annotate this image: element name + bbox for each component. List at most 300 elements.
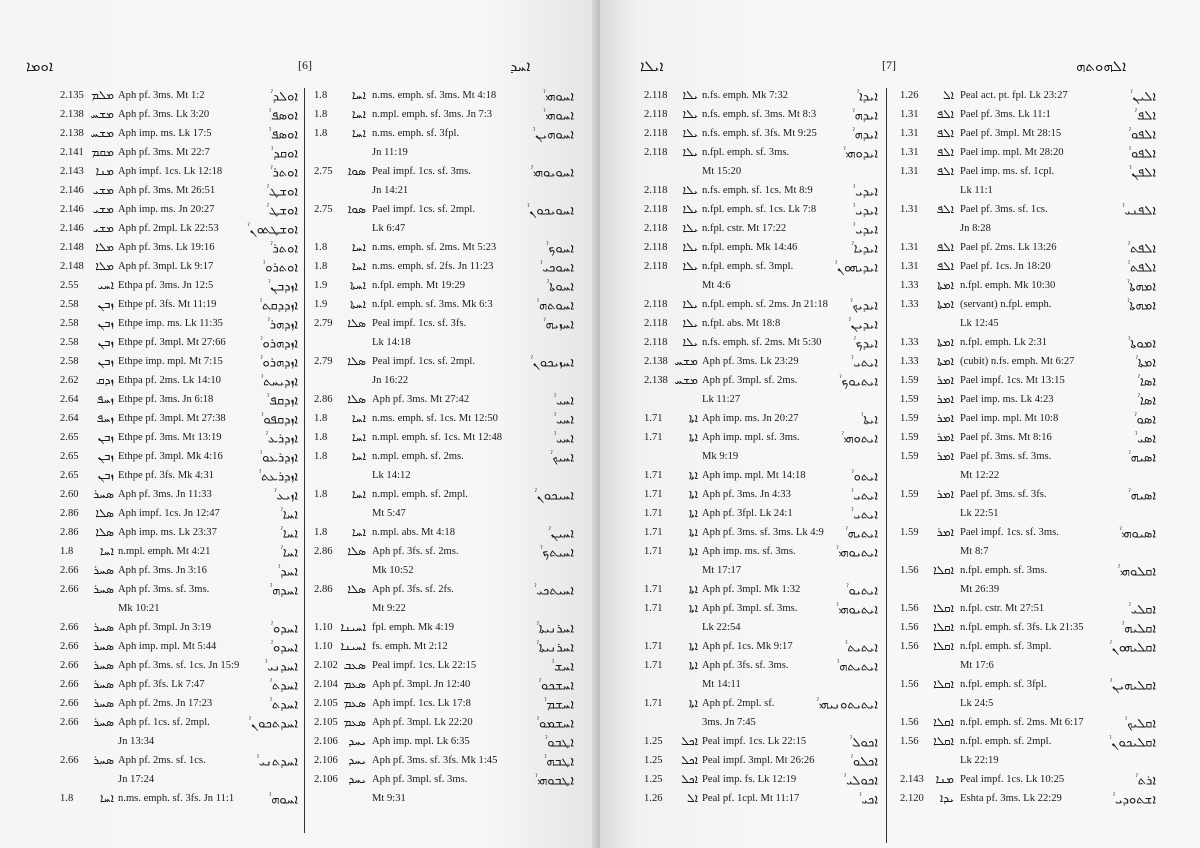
- entry-root: ܐܚܐ: [99, 544, 114, 558]
- entry-description-continued: Lk 24:5: [960, 698, 994, 709]
- entry-description: Pael pf. 3ms. sf. 1cs.: [960, 204, 1048, 215]
- entry-root: ܡܠܐ: [95, 240, 114, 254]
- entry-description-continued: Mk 9:19: [702, 451, 739, 462]
- entry-ref-number: 2.62: [60, 375, 79, 386]
- entry-syriac-form: ܐܙܕܗܪ$^ˀ$: [267, 316, 298, 332]
- entry-description: Peal act. pt. fpl. Lk 23:27: [960, 90, 1068, 101]
- entry-ref-number: 2.143: [60, 166, 84, 177]
- entry-syriac-form: ܐܘܫܛ$^ˀ$: [266, 183, 298, 199]
- entry-row: [314, 259, 574, 278]
- entry-row: [900, 449, 1160, 487]
- entry-description: n.fpl. emph. sf. 3mpl.: [702, 261, 794, 272]
- entry-description: Aph pf. 2mpl. sf.: [702, 698, 775, 709]
- entry-root: ܝܠܐ: [682, 221, 698, 235]
- entry-syriac-form: ܐܚܫܡ$^ˀ$: [544, 696, 574, 712]
- entry-description: n.fpl. emph. sf. 2ms. Jn 21:18: [702, 299, 828, 310]
- entry-row: [314, 753, 574, 772]
- entry-syriac-form: ܐܚܘܝܟܘܢ$^ˀ$: [527, 202, 574, 218]
- entry-row: [60, 620, 300, 639]
- entry-syriac-form: ܐܡܬܐ$^ˀ$: [1135, 354, 1156, 370]
- entry-syriac-form: ܐܚܕܘ$^ˀ$: [270, 620, 298, 636]
- entry-ref-number: 2.66: [60, 565, 79, 576]
- entry-ref-number: 1.71: [644, 660, 663, 671]
- entry-syriac-form: ܐܝܬܝܘܟ$^ˀ$: [839, 373, 878, 389]
- entry-syriac-form: ܐܝܕܗ$^ˀ$: [852, 126, 878, 142]
- entry-ref-number: 2.118: [644, 147, 668, 158]
- entry-syriac-form: ܐܣܘ$^ˀ$: [1134, 411, 1156, 427]
- entry-ref-number: 1.56: [900, 736, 919, 747]
- entry-root: ܐܚܐ: [351, 126, 366, 140]
- entry-description: n.fpl. emph. sf. 2ms. Mt 6:17: [960, 717, 1084, 728]
- entry-description: Aph imp. ms. sf. 3ms.: [702, 546, 796, 557]
- entry-row: [314, 240, 574, 259]
- entry-description-continued: Lk 14:12: [372, 470, 411, 481]
- entry-description: Peal pf. 1cpl. Mt 11:17: [702, 793, 800, 804]
- entry-root: ܐܠܦ: [936, 202, 954, 216]
- entry-root: ܐܡܪ: [936, 373, 954, 387]
- entry-root: ܣܚܪ: [93, 658, 114, 672]
- entry-row: [60, 183, 300, 202]
- entry-syriac-form: ܐܩܠܝ$^ˀ$: [1128, 601, 1156, 617]
- entry-row: [60, 259, 300, 278]
- entry-row: [314, 297, 574, 316]
- entry-description: Aph imp. mpl. Mt 5:44: [118, 641, 217, 652]
- entry-description: Aph imp. mpl. Lk 6:35: [372, 736, 470, 747]
- left-page-column-1: [60, 88, 300, 810]
- entry-row: [60, 240, 300, 259]
- entry-ref-number: 1.33: [900, 337, 919, 348]
- entry-description: Ethpe pf. 3mpl. Mk 4:16: [118, 451, 223, 462]
- entry-row: [60, 658, 300, 677]
- entry-row: [60, 316, 300, 335]
- entry-description: Pael pf. 3ms. sf. 3fs.: [960, 489, 1047, 500]
- entry-row: [314, 639, 574, 658]
- entry-row: [60, 354, 300, 373]
- entry-syriac-form: ܐܩܠܝܗܘܢ$^ˀ$: [1109, 639, 1156, 655]
- entry-ref-number: 2.135: [60, 90, 84, 101]
- entry-syriac-form: ܐܚܕܢܝ$^ˀ$: [265, 658, 298, 674]
- entry-description: Aph pf. 3mpl. Jn 3:19: [118, 622, 211, 633]
- entry-syriac-form: ܐܙܕܕܩܬ$^ˀ$: [260, 297, 298, 313]
- entry-description: n.ms. emph. sf. 2ms. Mt 5:23: [372, 242, 497, 253]
- left-page-number: [6]: [298, 58, 312, 72]
- entry-syriac-form: ܐܝܕܘܗܝ$^ˀ$: [843, 145, 878, 161]
- entry-description-continued: Mt 26:39: [960, 584, 1000, 595]
- right-page-number: [7]: [882, 58, 896, 72]
- entry-ref-number: 1.8: [314, 489, 328, 500]
- entry-root: ܐܩܠܐ: [933, 601, 954, 615]
- entry-syriac-form: ܐܘܣܦ$^ˀ$: [269, 107, 298, 123]
- entry-syriac-form: ܐܚܘܗܝ$^ˀ$: [543, 88, 574, 104]
- entry-ref-number: 2.118: [644, 109, 668, 120]
- entry-ref-number: 2.118: [644, 185, 668, 196]
- entry-description: n.fpl. cstr. Mt 27:51: [960, 603, 1045, 614]
- entry-ref-number: 2.138: [644, 356, 668, 367]
- entry-syriac-form: ܐܝܬܝܘܗܝ$^ˀ$: [836, 544, 878, 560]
- entry-row: [314, 411, 574, 430]
- entry-row: [60, 639, 300, 658]
- entry-ref-number: 2.58: [60, 318, 79, 329]
- entry-syriac-form: ܐܣܝܘܗܝ$^ˀ$: [1119, 525, 1156, 541]
- entry-description: Pael pf. 3mpl. Mt 28:15: [960, 128, 1062, 139]
- entry-syriac-form: ܐܘܫܛ$^ˀ$: [266, 202, 298, 218]
- entry-root: ܝܠܐ: [682, 107, 698, 121]
- entry-root: ܙܒܢ: [97, 430, 114, 444]
- entry-description-continued: Lk 11:27: [702, 394, 741, 405]
- entry-row: [644, 183, 882, 202]
- entry-root: ܐܠܦ: [936, 259, 954, 273]
- entry-syriac-form: ܐܘܩܕ$^ˀ$: [271, 145, 298, 161]
- entry-syriac-form: ܐܡܗܬܐ$^ˀ$: [1127, 297, 1156, 313]
- entry-syriac-form: ܐܚܘܬܗ$^ˀ$: [536, 297, 574, 313]
- entry-syriac-form: ܐܘܫܛܬܘܢ$^ˀ$: [247, 221, 298, 237]
- entry-syriac-form: ܐܪܬ$^ˀ$: [1135, 772, 1156, 788]
- entry-root: ܐܬܐ: [688, 487, 698, 501]
- entry-ref-number: 2.105: [314, 698, 338, 709]
- entry-description: Peal impf. 1cs. sf. 3ms.: [372, 166, 471, 177]
- entry-description: Aph pf. 3ms. Lk 3:20: [118, 109, 210, 120]
- entry-root: ܣܚܪ: [93, 753, 114, 767]
- entry-row: [900, 240, 1160, 259]
- entry-ref-number: 1.56: [900, 641, 919, 652]
- right-page-column-2: [900, 88, 1160, 810]
- entry-description: Aph imp. mpl. sf. 3ms.: [702, 432, 800, 443]
- entry-description: Aph pf. 3ms. Mt 26:51: [118, 185, 216, 196]
- entry-syriac-form: ܐܚܘܗ$^ˀ$: [269, 791, 298, 807]
- entry-root: ܐܚܐ: [351, 411, 366, 425]
- entry-row: [644, 753, 882, 772]
- entry-row: [644, 259, 882, 297]
- entry-description: Aph pf. 3ms. Lk 19:16: [118, 242, 215, 253]
- left-header-left-word: ܐܘܡܐ: [26, 59, 54, 75]
- entry-description: Aph pf. 1cs. Mk 9:17: [702, 641, 793, 652]
- entry-ref-number: 2.75: [314, 166, 333, 177]
- entry-syriac-form: ܐܣܐ$^ˀ$: [1137, 392, 1156, 408]
- entry-root: ܐܩܠܐ: [933, 734, 954, 748]
- entry-root: ܐܠܦ: [936, 107, 954, 121]
- entry-description: n.fs. emph. sf. 1cs. Mt 8:9: [702, 185, 813, 196]
- entry-description: Aph pf. 3mpl. Lk 9:17: [118, 261, 214, 272]
- entry-root: ܙܒܢ: [97, 335, 114, 349]
- entry-syriac-form: ܐܝܬܘ$^ˀ$: [851, 468, 878, 484]
- entry-description-continued: Mt 14:11: [702, 679, 741, 690]
- entry-row: [644, 145, 882, 183]
- entry-syriac-form: ܐܝܬܝ$^ˀ$: [851, 487, 878, 503]
- entry-root: ܐܚܐ: [351, 525, 366, 539]
- entry-ref-number: 2.66: [60, 679, 79, 690]
- entry-description-continued: Mt 17:17: [702, 565, 742, 576]
- entry-row: [314, 677, 574, 696]
- entry-ref-number: 1.8: [60, 546, 74, 557]
- entry-description-continued: Jn 16:22: [372, 375, 409, 386]
- entry-syriac-form: ܐܙܕܪܥܬ$^ˀ$: [259, 468, 298, 484]
- entry-root: ܣܚܪ: [93, 677, 114, 691]
- entry-syriac-form: ܐܠܦܢ$^ˀ$: [1129, 164, 1156, 180]
- entry-row: [314, 278, 574, 297]
- entry-row: [60, 449, 300, 468]
- entry-root: ܝܠܐ: [682, 316, 698, 330]
- entry-ref-number: 1.71: [644, 546, 663, 557]
- entry-description: Aph pf. 3mpl. Jn 12:40: [372, 679, 471, 690]
- entry-row: [900, 107, 1160, 126]
- entry-root: ܝܠܐ: [682, 335, 698, 349]
- entry-description: Aph pf. 3fs. sf. 3ms.: [702, 660, 789, 671]
- entry-syriac-form: ܐܠܦ$^ˀ$: [1134, 107, 1156, 123]
- entry-description: Aph imp. ms. Jn 20:27: [118, 204, 215, 215]
- entry-description: n.fs. emph. Mk 7:32: [702, 90, 788, 101]
- entry-row: [314, 734, 574, 753]
- entry-row: [644, 411, 882, 430]
- entry-syriac-form: ܐܝܬܝܬܗ$^ˀ$: [837, 658, 878, 674]
- entry-description: Aph impf. 1cs. Jn 12:47: [118, 508, 220, 519]
- entry-row: [644, 734, 882, 753]
- entry-row: [644, 639, 882, 658]
- entry-ref-number: 1.31: [900, 147, 919, 158]
- entry-ref-number: 2.65: [60, 470, 79, 481]
- entry-ref-number: 2.106: [314, 774, 338, 785]
- entry-row: [60, 373, 300, 392]
- entry-description: Pael imp. ms. sf. 1cpl.: [960, 166, 1055, 177]
- entry-ref-number: 1.10: [314, 622, 333, 633]
- entry-ref-number: 2.118: [644, 223, 668, 234]
- entry-row: [644, 468, 882, 487]
- entry-description-continued: Lk 6:47: [372, 223, 406, 234]
- entry-syriac-form: ܐܩܠܝܟܘܢ$^ˀ$: [1109, 734, 1156, 750]
- entry-description: n.mpl. emph. Mt 4:21: [118, 546, 211, 557]
- entry-ref-number: 1.56: [900, 603, 919, 614]
- entry-syriac-form: ܐܚܝܢ$^ˀ$: [548, 525, 574, 541]
- entry-row: [60, 278, 300, 297]
- entry-ref-number: 2.118: [644, 299, 668, 310]
- entry-syriac-form: ܐܙܕܪܥܘ$^ˀ$: [260, 449, 298, 465]
- entry-row: [900, 620, 1160, 639]
- entry-row: [900, 791, 1160, 810]
- entry-description: n.ms. emph. sf. 3fs. Jn 11:1: [118, 793, 235, 804]
- entry-syriac-form: ܐܝܕܝ$^ˀ$: [853, 183, 878, 199]
- entry-syriac-form: ܐܚܕܬ$^ˀ$: [269, 677, 298, 693]
- entry-root: ܐܩܠܐ: [933, 639, 954, 653]
- entry-root: ܝܕܐ: [939, 791, 954, 805]
- entry-ref-number: 2.66: [60, 660, 79, 671]
- entry-root: ܐܚܝܢܐ: [340, 620, 366, 634]
- entry-description-continued: Lk 12:45: [960, 318, 999, 329]
- entry-row: [900, 126, 1160, 145]
- entry-description: Pael impf. 1cs. sf. 3ms.: [960, 527, 1059, 538]
- entry-syriac-form: ܐܝܕܟ$^ˀ$: [853, 335, 878, 351]
- entry-root: ܡܢܐ: [95, 164, 114, 178]
- entry-syriac-form: ܐܚܐ$^ˀ$: [280, 525, 298, 541]
- entry-syriac-form: ܐܘܣܦ$^ˀ$: [269, 126, 298, 142]
- entry-description: Aph imp. mpl. Mt 14:18: [702, 470, 806, 481]
- entry-root: ܐܡܪ: [936, 411, 954, 425]
- entry-root: ܐܡܬܐ: [937, 278, 954, 292]
- entry-ref-number: 1.71: [644, 603, 663, 614]
- entry-syriac-form: ܐܙܕܗܪܘ$^ˀ$: [260, 335, 298, 351]
- entry-row: [314, 316, 574, 354]
- entry-row: [900, 335, 1160, 354]
- entry-row: [60, 506, 300, 525]
- entry-syriac-form: ܐܠܦܬ$^ˀ$: [1127, 259, 1156, 275]
- entry-ref-number: 1.25: [644, 736, 663, 747]
- entry-row: [900, 259, 1160, 278]
- entry-description: Aph pf. 3mpl. sf. 3ms.: [372, 774, 468, 785]
- entry-syriac-form: ܐܛܒܗ$^ˀ$: [544, 753, 574, 769]
- entry-ref-number: 1.56: [900, 622, 919, 633]
- entry-description-continued: Lk 22:54: [702, 622, 741, 633]
- entry-root: ܐܬܐ: [688, 525, 698, 539]
- entry-syriac-form: ܐܚܕܗ$^ˀ$: [270, 582, 298, 598]
- entry-description-continued: Mt 9:22: [372, 603, 406, 614]
- entry-syriac-form: ܐܛܒܘ$^ˀ$: [545, 734, 574, 750]
- entry-root: ܐܬܐ: [688, 696, 698, 710]
- entry-root: ܡܫܚ: [90, 107, 114, 121]
- entry-root: ܐܡܪ: [936, 449, 954, 463]
- entry-ref-number: 1.59: [900, 527, 919, 538]
- entry-ref-number: 1.71: [644, 432, 663, 443]
- entry-ref-number: 2.148: [60, 242, 84, 253]
- entry-root: ܝܠܐ: [682, 126, 698, 140]
- entry-row: [314, 126, 574, 164]
- entry-row: [900, 677, 1160, 715]
- entry-ref-number: 2.58: [60, 299, 79, 310]
- entry-description-continued: Lk 22:19: [960, 755, 999, 766]
- entry-syriac-form: ܐܙܕܩܦ$^ˀ$: [267, 392, 298, 408]
- entry-row: [60, 411, 300, 430]
- entry-row: [900, 772, 1160, 791]
- entry-root: ܣܚܪ: [93, 696, 114, 710]
- right-page: [600, 0, 1200, 848]
- entry-row: [644, 487, 882, 506]
- entry-ref-number: 2.86: [60, 508, 79, 519]
- entry-description: Pael pf. 3ms. Lk 11:1: [960, 109, 1051, 120]
- entry-description: fs. emph. Mt 2:12: [372, 641, 448, 652]
- entry-root: ܐܡܪ: [936, 392, 954, 406]
- entry-ref-number: 2.106: [314, 736, 338, 747]
- entry-row: [60, 297, 300, 316]
- entry-ref-number: 1.71: [644, 641, 663, 652]
- entry-row: [644, 202, 882, 221]
- entry-description: Pael impf. 1cs. sf. 2mpl.: [372, 204, 475, 215]
- entry-root: ܡܫܚ: [674, 373, 698, 387]
- entry-ref-number: 2.141: [60, 147, 84, 158]
- entry-syriac-form: ܐܚܝܟ$^ˀ$: [550, 449, 574, 465]
- entry-root: ܡܩܡ: [91, 145, 114, 159]
- left-header-right-word: ܐܚܕ: [510, 59, 531, 75]
- entry-syriac-form: ܐܙܕܗܪܘ$^ˀ$: [260, 354, 298, 370]
- entry-row: [644, 126, 882, 145]
- entry-description: Aph pf. 3ms. Jn 3:16: [118, 565, 207, 576]
- entry-ref-number: 2.66: [60, 641, 79, 652]
- entry-ref-number: 1.59: [900, 413, 919, 424]
- entry-row: [60, 430, 300, 449]
- entry-syriac-form: ܐܚܝ$^ˀ$: [554, 392, 574, 408]
- entry-description: Ethpa pf. 2ms. Lk 14:10: [118, 375, 221, 386]
- entry-description: Ethpa pf. 3ms. Jn 12:5: [118, 280, 214, 291]
- entry-root: ܣܥܒ: [343, 658, 366, 672]
- entry-syriac-form: ܐܚܕ$^ˀ$: [278, 563, 298, 579]
- entry-root: ܐܡܪ: [936, 487, 954, 501]
- right-header-left-word: ܐܝܠܐ: [640, 59, 664, 75]
- entry-ref-number: 1.8: [314, 451, 328, 462]
- entry-description-continued: Mk 10:52: [372, 565, 414, 576]
- entry-description: Aph pf. 3fs. Lk 7:47: [118, 679, 205, 690]
- entry-row: [314, 525, 574, 544]
- entry-root: ܐܠܦ: [936, 240, 954, 254]
- entry-syriac-form: ܐܚܝܬܟܝ$^ˀ$: [534, 582, 574, 598]
- entry-ref-number: 1.31: [900, 109, 919, 120]
- entry-description: n.fpl. emph. sf. 3ms. Mk 6:3: [372, 299, 493, 310]
- entry-syriac-form: ܐܘܬܪܘ$^ˀ$: [263, 259, 298, 275]
- entry-syriac-form: ܐܩܠܝܗܝܢ$^ˀ$: [1110, 677, 1156, 693]
- entry-row: [900, 392, 1160, 411]
- entry-ref-number: 2.118: [644, 318, 668, 329]
- entry-row: [60, 88, 300, 107]
- entry-ref-number: 2.118: [644, 128, 668, 139]
- entry-syriac-form: ܐܠܝܢ$^ˀ$: [1130, 88, 1156, 104]
- entry-description: n.fpl. emph. Lk 2:31: [960, 337, 1048, 348]
- entry-syriac-form: ܐܩܠܘܗܝ$^ˀ$: [1118, 563, 1156, 579]
- entry-syriac-form: ܐܣܝܗ$^ˀ$: [1128, 449, 1156, 465]
- entry-description-continued: Mk 10:21: [118, 603, 160, 614]
- entry-syriac-form: ܐܝܕܝܐ$^ˀ$: [851, 240, 878, 256]
- entry-ref-number: 1.8: [314, 261, 328, 272]
- entry-row: [60, 563, 300, 582]
- entry-syriac-form: ܐܡܗܬܐ$^ˀ$: [1127, 278, 1156, 294]
- entry-description: Aph pf. 3ms. sf. 3fs. Mk 1:45: [372, 755, 498, 766]
- entry-description: (cubit) n.fs. emph. Mt 6:27: [960, 356, 1075, 367]
- entry-description-continued: Mt 8:7: [960, 546, 989, 557]
- entry-description: Aph pf. 3mpl. Lk 22:20: [372, 717, 473, 728]
- entry-syriac-form: ܐܚܝ$^ˀ$: [554, 430, 574, 446]
- entry-syriac-form: ܐܟܝ$^ˀ$: [859, 791, 878, 807]
- entry-root: ܝܚܕ: [348, 772, 366, 786]
- entry-root: ܡܫܚ: [90, 126, 114, 140]
- entry-description: n.fpl. emph. sf. 3fpl.: [960, 679, 1047, 690]
- entry-syriac-form: ܐܛܒܘܗܝ$^ˀ$: [535, 772, 574, 788]
- entry-description-continued: 3ms. Jn 7:45: [702, 717, 756, 728]
- entry-row: [900, 525, 1160, 563]
- entry-ref-number: 2.138: [60, 128, 84, 139]
- entry-row: [314, 544, 574, 582]
- entry-ref-number: 2.64: [60, 413, 79, 424]
- entry-row: [60, 202, 300, 221]
- entry-root: ܣܥܡ: [343, 715, 366, 729]
- entry-syriac-form: ܐܝܕܝܟ$^ˀ$: [850, 297, 878, 313]
- entry-ref-number: 2.138: [60, 109, 84, 120]
- entry-description-continued: Mt 5:47: [372, 508, 406, 519]
- entry-syriac-form: ܐܝܕܐ$^ˀ$: [857, 88, 878, 104]
- entry-row: [60, 753, 300, 791]
- entry-description: Aph imp. ms. Lk 17:5: [118, 128, 212, 139]
- entry-description-continued: Jn 11:19: [372, 147, 408, 158]
- entry-row: [900, 145, 1160, 164]
- entry-row: [644, 506, 882, 525]
- entry-syriac-form: ܐܝܬܘܗܝ$^ˀ$: [841, 430, 878, 446]
- entry-ref-number: 1.25: [644, 755, 663, 766]
- entry-syriac-form: ܐܩܠܝܟ$^ˀ$: [1125, 715, 1156, 731]
- entry-root: ܣܠܐ: [347, 316, 366, 330]
- entry-row: [60, 582, 300, 620]
- entry-ref-number: 1.71: [644, 413, 663, 424]
- entry-root: ܐܬܐ: [688, 582, 698, 596]
- entry-ref-number: 1.8: [314, 413, 328, 424]
- entry-row: [314, 582, 574, 620]
- entry-row: [644, 696, 882, 734]
- entry-syriac-form: ܐܙܝܥ$^ˀ$: [274, 487, 298, 503]
- entry-syriac-form: ܐܚܙܝܗ$^ˀ$: [543, 316, 574, 332]
- entry-description: n.fpl. emph. Mt 19:29: [372, 280, 465, 291]
- entry-ref-number: 1.56: [900, 679, 919, 690]
